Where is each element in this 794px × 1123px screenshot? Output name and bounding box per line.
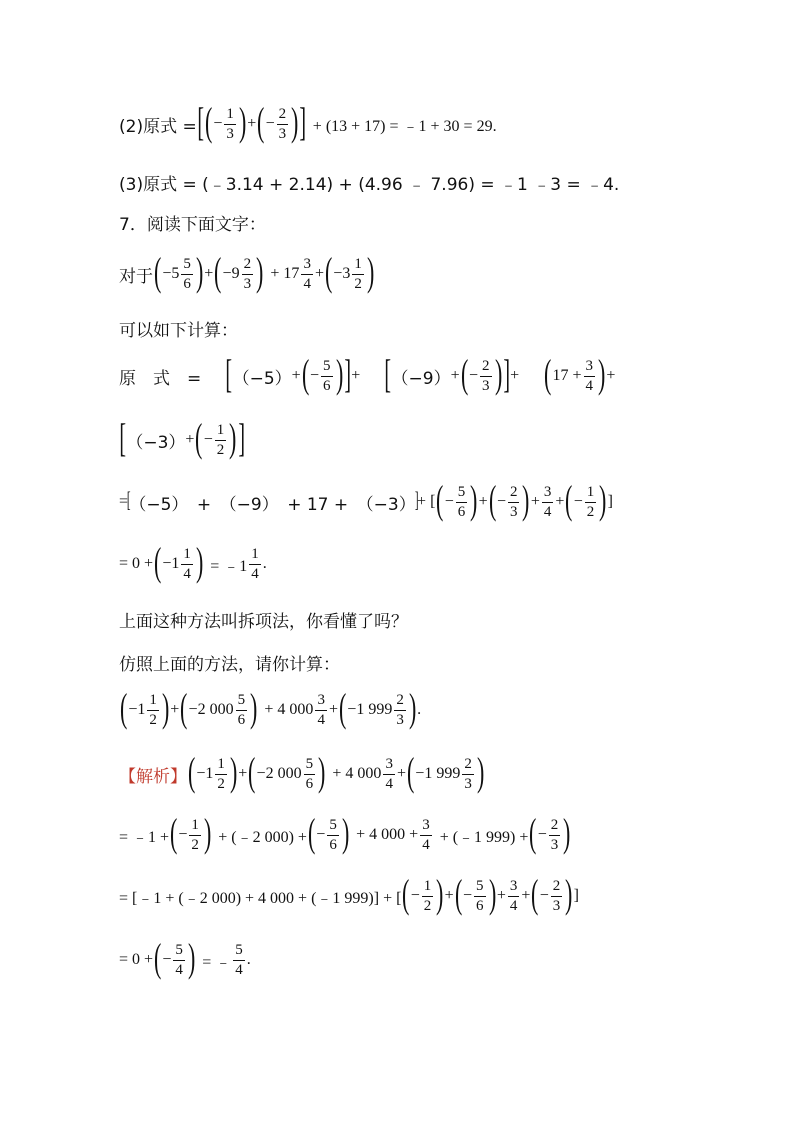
line-3-text: (3)原式 = (﹣3.14 + 2.14) + (4.96 ﹣ 7.96) = ﹣1 ﹣3 = ﹣4.	[119, 175, 620, 195]
solution-step-1: = ﹣1 + ( − $\frac{1}{2}$ ) + (﹣2 000) + ( − $\frac{5}{6}$ ) + 4 000 + $\frac{3}{4}$ + (﹣1 999) + ( − $\frac{2}{3}$ )	[119, 810, 571, 855]
fraction: $\frac{5}{6}$	[183, 255, 191, 292]
question-7-title: 7．阅读下面文字：	[119, 215, 266, 235]
fraction: $\frac{3}{4}$	[303, 255, 311, 292]
fraction: $\frac{3}{4}$	[509, 877, 518, 914]
fraction: $\frac{1}{2}$	[217, 755, 225, 792]
expansion-line-1: 原 式 = [ （−5） + ( − $\frac{5}{6}$ ) ] + [ （−9） + ( − $\frac{2}{3}$ ) ] + ( 17 + $\frac{3}{4}$ ) +	[119, 351, 616, 396]
fraction: $\frac{1}{2}$	[423, 877, 432, 914]
given-expression: 对于 ( −5 $\frac{5}{6}$ ) + ( −9 $\frac{2}{3}$ ) + 17 $\frac{3}{4}$ + ( −3 $\frac{1}{2}$ )	[119, 249, 375, 294]
line-2-equation: (2)原式 = [ ( − $\frac{1}{3}$ ) + ( − $\frac{2}{3}$ ) ] + (13 + 17) = ﹣1 + 30 = 29.	[119, 99, 497, 144]
intro-text: 可以如下计算：	[119, 321, 238, 341]
fraction: $\frac{5}{4}$	[235, 941, 243, 978]
fraction: $\frac{3}{4}$	[543, 483, 552, 520]
fraction: $\frac{1}{2}$	[586, 483, 595, 520]
fraction: $\frac{5}{6}$	[476, 877, 484, 914]
fraction: $\frac{1}{2}$	[354, 255, 362, 292]
fraction: $\frac{5}{4}$	[175, 941, 183, 978]
fraction: $\frac{1}{4}$	[183, 545, 191, 582]
task-text: 仿照上面的方法，请你计算：	[119, 655, 340, 675]
fraction: $\frac{2}{3}$	[552, 877, 561, 914]
fraction: $\frac{1}{2}$	[149, 691, 157, 728]
fraction: $\frac{5}{6}$	[305, 755, 314, 792]
method-text: 上面这种方法叫拆项法，你看懂了吗？	[119, 612, 408, 632]
fraction: $\frac{1}{2}$	[191, 816, 199, 853]
fraction: $\frac{5}{6}$	[457, 483, 466, 520]
solution-step-2: = [﹣1 + (﹣2 000) + 4 000 + (﹣1 999)] + [ ( − $\frac{1}{2}$ ) + ( − $\frac{5}{6}$ ) + $\frac{3}{4}$ + ( − $\frac{2}{3}$ ) ]	[119, 871, 579, 916]
task-expression: ( −1 $\frac{1}{2}$ ) + ( −2 000 $\frac{5}{6}$ ) + 4 000 $\frac{3}{4}$ + ( −1 999 $\frac{2}{3}$ ) .	[119, 685, 422, 730]
fraction: $\frac{3}{4}$	[385, 755, 393, 792]
analysis-tag: 【解析】	[119, 766, 187, 787]
fraction: $\frac{5}{6}$	[329, 816, 337, 853]
solution-start: 【解析】 ( −1 $\frac{1}{2}$ ) + ( −2 000 $\frac{5}{6}$ ) + 4 000 $\frac{3}{4}$ + ( −1 999 $\frac{2}{3}$ )	[119, 749, 485, 794]
regroup-line: = [ （−5） + （−9） + 17 + （−3） ] + [ ( − $\frac{5}{6}$ ) + ( − $\frac{2}{3}$ ) + $\frac{3}{4}$ + ( − $\frac{1}{2}$ ) ]	[119, 477, 613, 522]
fraction: $\frac{2}{3}$	[278, 105, 287, 142]
fraction: $\frac{3}{4}$	[422, 816, 430, 853]
fraction: $\frac{2}{3}$	[464, 755, 472, 792]
line-2-tail: + (13 + 17) = ﹣1 + 30 = 29.	[312, 117, 497, 135]
solution-result: = 0 + ( − $\frac{5}{4}$ ) = ﹣ $\frac{5}{4}$ .	[119, 935, 251, 980]
fraction: $\frac{2}{3}$	[396, 691, 404, 728]
fraction: $\frac{1}{3}$	[226, 105, 234, 142]
fraction: $\frac{2}{3}$	[509, 483, 518, 520]
fraction: $\frac{1}{2}$	[216, 421, 225, 458]
fraction: $\frac{1}{4}$	[251, 545, 259, 582]
fraction: $\frac{3}{4}$	[585, 357, 594, 394]
fraction: $\frac{2}{3}$	[243, 255, 252, 292]
fraction: $\frac{3}{4}$	[317, 691, 325, 728]
fraction: $\frac{5}{6}$	[237, 691, 246, 728]
line-2-label: (2)原式 =	[119, 116, 197, 137]
expansion-line-2: [ （−3） + ( − $\frac{1}{2}$ ) ]	[119, 415, 245, 460]
fraction: $\frac{2}{3}$	[550, 816, 559, 853]
fraction: $\frac{2}{3}$	[482, 357, 490, 394]
bracket: [	[197, 99, 204, 144]
fraction: $\frac{5}{6}$	[323, 357, 331, 394]
result-line-1: = 0 + ( −1 $\frac{1}{4}$ ) = ﹣1 $\frac{1}{4}$ .	[119, 539, 267, 584]
line-3-equation	[119, 170, 619, 195]
